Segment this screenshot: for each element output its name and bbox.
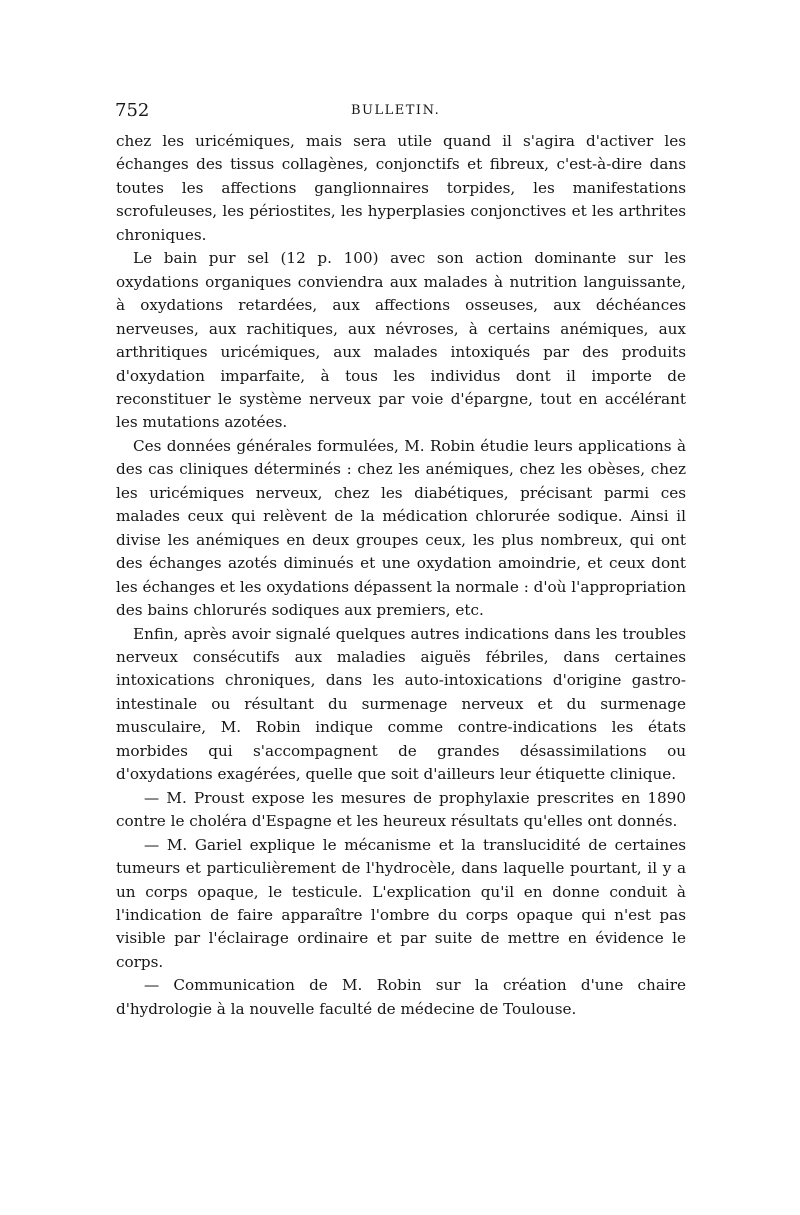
- paragraph-bain-pur-sel: Le bain pur sel (12 p. 100) avec son action dominante sur les oxydations organiques conviendra aux malades à nutrition languissante, à oxydations retardées, aux affections osseuses, aux déchéances nerveuses, aux rachitiques, aux névroses, à certains anémiques, aux arthritiques uricémiques, aux malades intoxiqués par des produits d'oxydation imparfaite, à tous les individus dont il importe de reconstituer le système nerveux par voie d'épargne, tout en accélérant les mutations azotées.: [116, 249, 686, 432]
- paragraph-donnees-generales: Ces données générales formulées, M. Robin étudie leurs applications à des cas cliniques déterminés : chez les anémiques, chez les obèses, chez les uricémiques nerveux, chez les diabétiques, précisant parmi ces malades ceux qui relèvent de la médication chlorurée sodique. Ainsi il divise les anémiques en deux groupes ceux, les plus nombreux, qui ont des échanges azotés diminués et une oxydation amoindrie, et ceux dont les échanges et les oxydations dépassent la normale : d'où l'appropriation des bains chlorurés sodiques aux premiers, etc.: [116, 436, 687, 620]
- paragraph-contre-indications: Enfin, après avoir signalé quelques autres indications dans les troubles nerveux consécutifs aux maladies aiguës fébriles, dans certaines intoxications chroniques, dans les auto-intoxications d'origine gastro-intestinale ou résultant du surmenage nerveux et du surmenage musculaire, M. Robin indique comme contre-indications les états morbides qui s'accompagnent de grandes désassimilations ou d'oxydations exagérées, quelle que soit d'ailleurs leur étiquette clinique.: [116, 624, 686, 784]
- paragraph-continuation: chez les uricémiques, mais sera utile quand il s'agira d'activer les échanges des tissus collagènes, conjonctifs et fibreux, c'est-à-dire dans toutes les affections ganglionnaires torpides, les manifestations scrofuleuses, les périostites, les hyperplasies conjonctives et les arthrites chroniques.: [116, 132, 686, 244]
- page-header: [115, 100, 685, 126]
- running-title: BULLETIN.: [351, 103, 441, 118]
- paragraph-proust: — M. Proust expose les mesures de prophylaxie prescrites en 1890 contre le choléra d'Espagne et les heureux résultats qu'elles ont donnés.: [116, 788, 686, 831]
- page-number: 752: [115, 100, 150, 121]
- paragraph-communication-robin: — Communication de M. Robin sur la création d'une chaire d'hydrologie à la nouvelle faculté de médecine de Toulouse.: [116, 976, 686, 1018]
- article-body: [116, 130, 686, 1021]
- paragraph-gariel: — M. Gariel explique le mécanisme et la translucidité de certaines tumeurs et particulièrement de l'hydrocèle, dans laquelle pourtant, il y a un corps opaque, le testicule. L'explication qu'il en donne conduit à l'indication de faire apparaître l'ombre du corps opaque qui n'est pas visible par l'éclairage ordinaire et par suite de mettre en évidence le corps.: [116, 835, 686, 971]
